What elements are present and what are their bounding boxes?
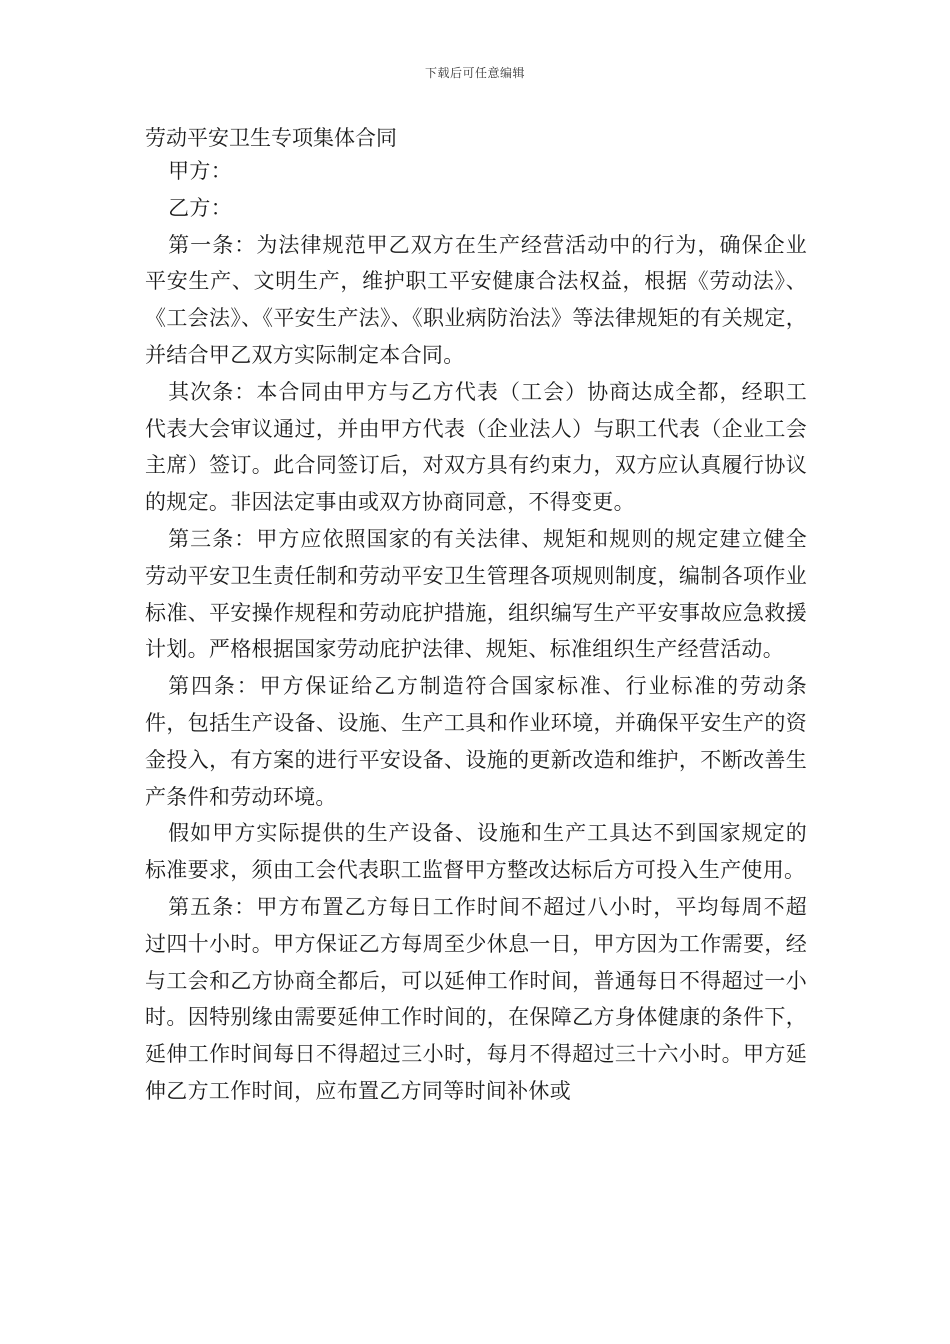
article-4-paragraph: 第四条：甲方保证给乙方制造符合国家标准、行业标准的劳动条件，包括生产设备、设施、生产工具和作业环境，并确保平安生产的资金投入，有方案的进行平安设备、设施的更新改造和维护，不断改善生产条件和劳动环境。: [145, 674, 807, 809]
article-4-supplement-paragraph: 假如甲方实际提供的生产设备、设施和生产工具达不到国家规定的标准要求，须由工会代表职工监督甲方整改达标后方可投入生产使用。: [145, 821, 807, 883]
article-2-paragraph: 其次条：本合同由甲方与乙方代表（工会）协商达成全都，经职工代表大会审议通过，并由甲方代表（企业法人）与职工代表（企业工会主席）签订。此合同签订后，对双方具有约束力，双方应认真履行协议的规定。非因法定事由或双方协商同意，不得变更。: [145, 379, 807, 515]
party-a-line: 甲方：: [168, 159, 232, 183]
party-b-line: 乙方：: [168, 195, 232, 220]
document-body: [145, 153, 807, 1110]
download-note: 下载后可任意编辑: [424, 66, 525, 80]
article-1-paragraph: 第一条：为法律规范甲乙双方在生产经营活动中的行为，确保企业平安生产、文明生产，维护职工平安健康合法权益，根据《劳动法》、《工会法》、《平安生产法》、《职业病防治法》等法律规矩的有关规定，并结合甲乙双方实际制定本合同。: [145, 232, 807, 367]
article-5-paragraph: 第五条：甲方布置乙方每日工作时间不超过八小时，平均每周不超过四十小时。甲方保证乙方每周至少休息一日，甲方因为工作需要，经与工会和乙方协商全都后，可以延伸工作时间，普通每日不得超过一小时。因特别缘由需要延伸工作时间的，在保障乙方身体健康的条件下，延伸工作时间每日不得超过三小时，每月不得超过三十六小时。甲方延伸乙方工作时间，应布置乙方同等时间补休或: [145, 894, 807, 1103]
document-title: 劳动平安卫生专项集体合同: [145, 126, 397, 150]
article-3-paragraph: 第三条：甲方应依照国家的有关法律、规矩和规则的规定建立健全劳动平安卫生责任制和劳动平安卫生管理各项规则制度，编制各项作业标准、平安操作规程和劳动庇护措施，组织编写生产平安事故应急救援计划。严格根据国家劳动庇护法律、规矩、标准组织生产经营活动。: [145, 526, 807, 662]
